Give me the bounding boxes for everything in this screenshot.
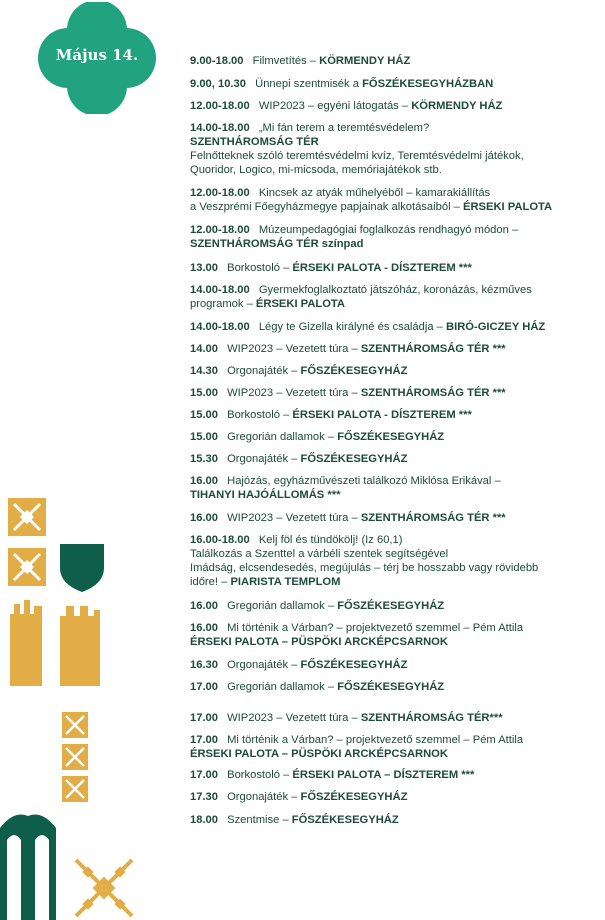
schedule-entry: 16.00-18.00 Kelj föl és tündökölj! (Iz 60,1) Találkozás a Szenttel a várbéli szentek segítségével Imádság, elcsendesedés, megújulás – térj be hosszabb vagy rövidebb időre! – PIARISTA TEMPLOM	[190, 534, 539, 588]
schedule-entry: 12.00-18.00 Múzeumpedagógiai foglalkozás rendhagyó módon – SZENTHÁROMSÁG TÉR színpad	[190, 224, 519, 250]
schedule-entry: 14.00-18.00 Gyermekfoglalkoztató játszóház, koronázás, kézműves programok – ÉRSEKI PALOTA	[190, 284, 532, 310]
schedule-entry: 14.30 Orgonajáték – FŐSZÉKESEGYHÁZ	[190, 365, 408, 377]
schedule-entry: 17.30 Orgonajáték – FŐSZÉKESEGYHÁZ	[190, 791, 408, 803]
gold-tile-icon	[62, 776, 88, 802]
gold-tile-icon	[62, 744, 88, 770]
schedule-entry: 15.00 Borkostoló – ÉRSEKI PALOTA - DÍSZTEREM ***	[190, 409, 472, 421]
gold-tile-icon	[62, 712, 88, 738]
schedule-entry: 17.00 Gregorián dallamok – FŐSZÉKESEGYHÁZ	[190, 681, 445, 693]
schedule-entry: 17.00 Borkostoló – ÉRSEKI PALOTA – DÍSZTEREM ***	[190, 769, 475, 781]
schedule-entry: 18.00 Szentmise – FŐSZÉKESEGYHÁZ	[190, 814, 399, 826]
schedule-entry: 9.00-18.00 Filmvetítés – KÖRMENDY HÁZ	[190, 55, 411, 67]
schedule-entry: 16.30 Orgonajáték – FŐSZÉKESEGYHÁZ	[190, 659, 408, 671]
schedule-entry: 15.30 Orgonajáték – FŐSZÉKESEGYHÁZ	[190, 453, 408, 465]
hand-icon	[60, 606, 100, 686]
decorative-ornaments	[0, 490, 150, 920]
schedule-entry: 15.00 Gregorián dallamok – FŐSZÉKESEGYHÁZ	[190, 431, 445, 443]
schedule-entry: 16.00 Mi történik a Várban? – projektvezető szemmel – Pém Attila ÉRSEKI PALOTA – PÜSPÖKI ARCKÉPCSARNOK	[190, 622, 524, 648]
date-badge	[34, 2, 160, 114]
gold-tile-icon	[8, 498, 46, 536]
schedule-entry: 13.00 Borkostoló – ÉRSEKI PALOTA - DÍSZTEREM ***	[190, 262, 472, 274]
schedule-entry: 14.00-18.00 „Mi fán terem a teremtésvédelem? SZENTHÁROMSÁG TÉR Felnőtteknek szóló teremtésvédelmi kvíz, Teremtésvédelmi játékok, Quoridor, Logico, mi-micsoda, memóriajátékok stb.	[190, 122, 524, 176]
hand-icon	[10, 600, 42, 686]
schedule-entry: 16.00 Hajózás, egyházművészeti találkozó Miklósa Erikával – TIHANYI HAJÓÁLLOMÁS ***	[190, 475, 501, 501]
schedule-entry: 16.00 Gregorián dallamok – FŐSZÉKESEGYHÁZ	[190, 600, 445, 612]
schedule-entry: 15.00 WIP2023 – Vezetett túra – SZENTHÁROMSÁG TÉR ***	[190, 387, 506, 399]
schedule-entry: 16.00 WIP2023 – Vezetett túra – SZENTHÁROMSÁG TÉR ***	[190, 512, 506, 524]
date-label: Május 14.	[55, 46, 139, 64]
schedule-entry: 12.00-18.00 WIP2023 – egyéni látogatás – KÖRMENDY HÁZ	[190, 100, 503, 112]
schedule-entry: 14.00-18.00 Légy te Gizella királyné és családja – BIRÓ-GICZEY HÁZ	[190, 321, 546, 333]
gold-tile-icon	[8, 548, 46, 586]
schedule-entry: 12.00-18.00 Kincsek az atyák műhelyéből – kamarakiállítás a Veszprémi Főegyházmegye papjainak alkotásaiból – ÉRSEKI PALOTA	[190, 187, 553, 213]
schedule-entry: 14.00 WIP2023 – Vezetett túra – SZENTHÁROMSÁG TÉR ***	[190, 343, 506, 355]
schedule-entry: 17.00 WIP2023 – Vezetett túra – SZENTHÁROMSÁG TÉR***	[190, 712, 503, 724]
schedule-entry: 17.00 Mi történik a Várban? – projektvezető szemmel – Pém Attila ÉRSEKI PALOTA – PÜSPÖKI ARCKÉPCSARNOK	[190, 734, 524, 760]
shield-icon	[60, 544, 104, 592]
schedule-entry: 9.00, 10.30 Ünnepi szentmisék a FŐSZÉKESEGYHÁZBAN	[190, 78, 494, 90]
